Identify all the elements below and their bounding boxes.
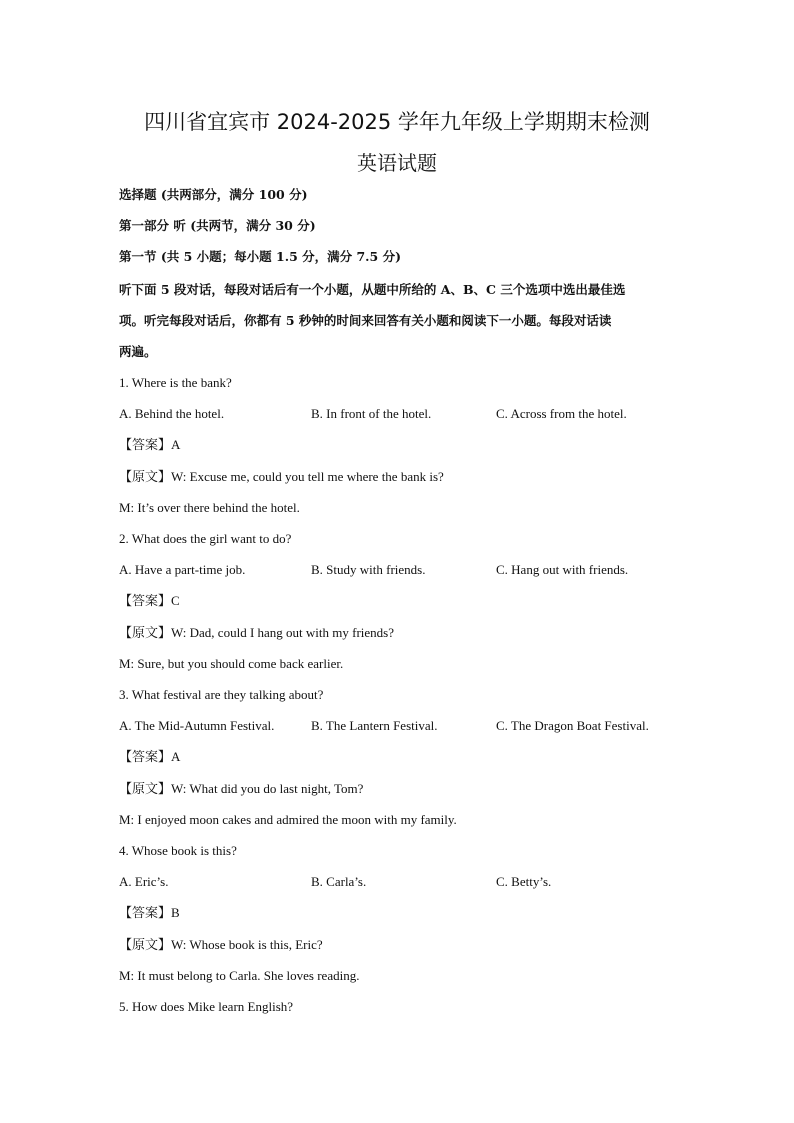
option-c: C. Across from the hotel. xyxy=(496,406,627,421)
transcript-reply: M: Sure, but you should come back earlier. xyxy=(119,656,344,671)
instruction-line: 两遍。 xyxy=(119,344,157,359)
option-b: B. Carla’s. xyxy=(311,874,367,889)
option-a: A. The Mid-Autumn Festival. xyxy=(119,718,275,733)
question-text: 2. What does the girl want to do? xyxy=(119,531,292,546)
option-c: C. Hang out with friends. xyxy=(496,562,629,577)
question-text: 5. How does Mike learn English? xyxy=(119,999,294,1014)
answer-line: 【答案】C xyxy=(119,593,180,608)
transcript-line: 【原文】W: What did you do last night, Tom? xyxy=(119,781,364,796)
transcript-reply: M: I enjoyed moon cakes and admired the moon with my family. xyxy=(119,812,457,827)
option-a: A. Behind the hotel. xyxy=(119,406,225,421)
page-subtitle: 英语试题 xyxy=(357,151,437,175)
option-b: B. The Lantern Festival. xyxy=(311,718,438,733)
transcript-reply: M: It must belong to Carla. She loves reading. xyxy=(119,968,360,983)
option-a: A. Eric’s. xyxy=(119,874,169,889)
option-b: B. Study with friends. xyxy=(311,562,426,577)
option-c: C. The Dragon Boat Festival. xyxy=(496,718,649,733)
question-text: 1. Where is the bank? xyxy=(119,375,232,390)
subsection-heading: 第一节 (共 5 小题；每小题 1.5 分，满分 7.5 分) xyxy=(119,249,401,264)
transcript-line: 【原文】W: Excuse me, could you tell me where the bank is? xyxy=(119,469,444,484)
instruction-line: 听下面 5 段对话，每段对话后有一个小题，从题中所给的 A、B、C 三个选项中选出最佳选 xyxy=(119,282,626,297)
transcript-reply: M: It’s over there behind the hotel. xyxy=(119,500,300,515)
option-a: A. Have a part-time job. xyxy=(119,562,246,577)
page-title: 四川省宜宾市 2024-2025 学年九年级上学期期末检测 xyxy=(144,110,650,134)
answer-line: 【答案】A xyxy=(119,749,181,764)
transcript-line: 【原文】W: Whose book is this, Eric? xyxy=(119,937,323,952)
question-text: 3. What festival are they talking about? xyxy=(119,687,324,702)
answer-line: 【答案】A xyxy=(119,437,181,452)
answer-line: 【答案】B xyxy=(119,905,180,920)
option-b: B. In front of the hotel. xyxy=(311,406,432,421)
instruction-line: 项。听完每段对话后，你都有 5 秒钟的时间来回答有关小题和阅读下一小题。每段对话读 xyxy=(119,313,612,328)
section-heading: 选择题 (共两部分，满分 100 分) xyxy=(119,187,308,202)
question-text: 4. Whose book is this? xyxy=(119,843,237,858)
part-heading: 第一部分 听 (共两节，满分 30 分) xyxy=(119,218,316,233)
option-c: C. Betty’s. xyxy=(496,874,552,889)
transcript-line: 【原文】W: Dad, could I hang out with my friends? xyxy=(119,625,394,640)
